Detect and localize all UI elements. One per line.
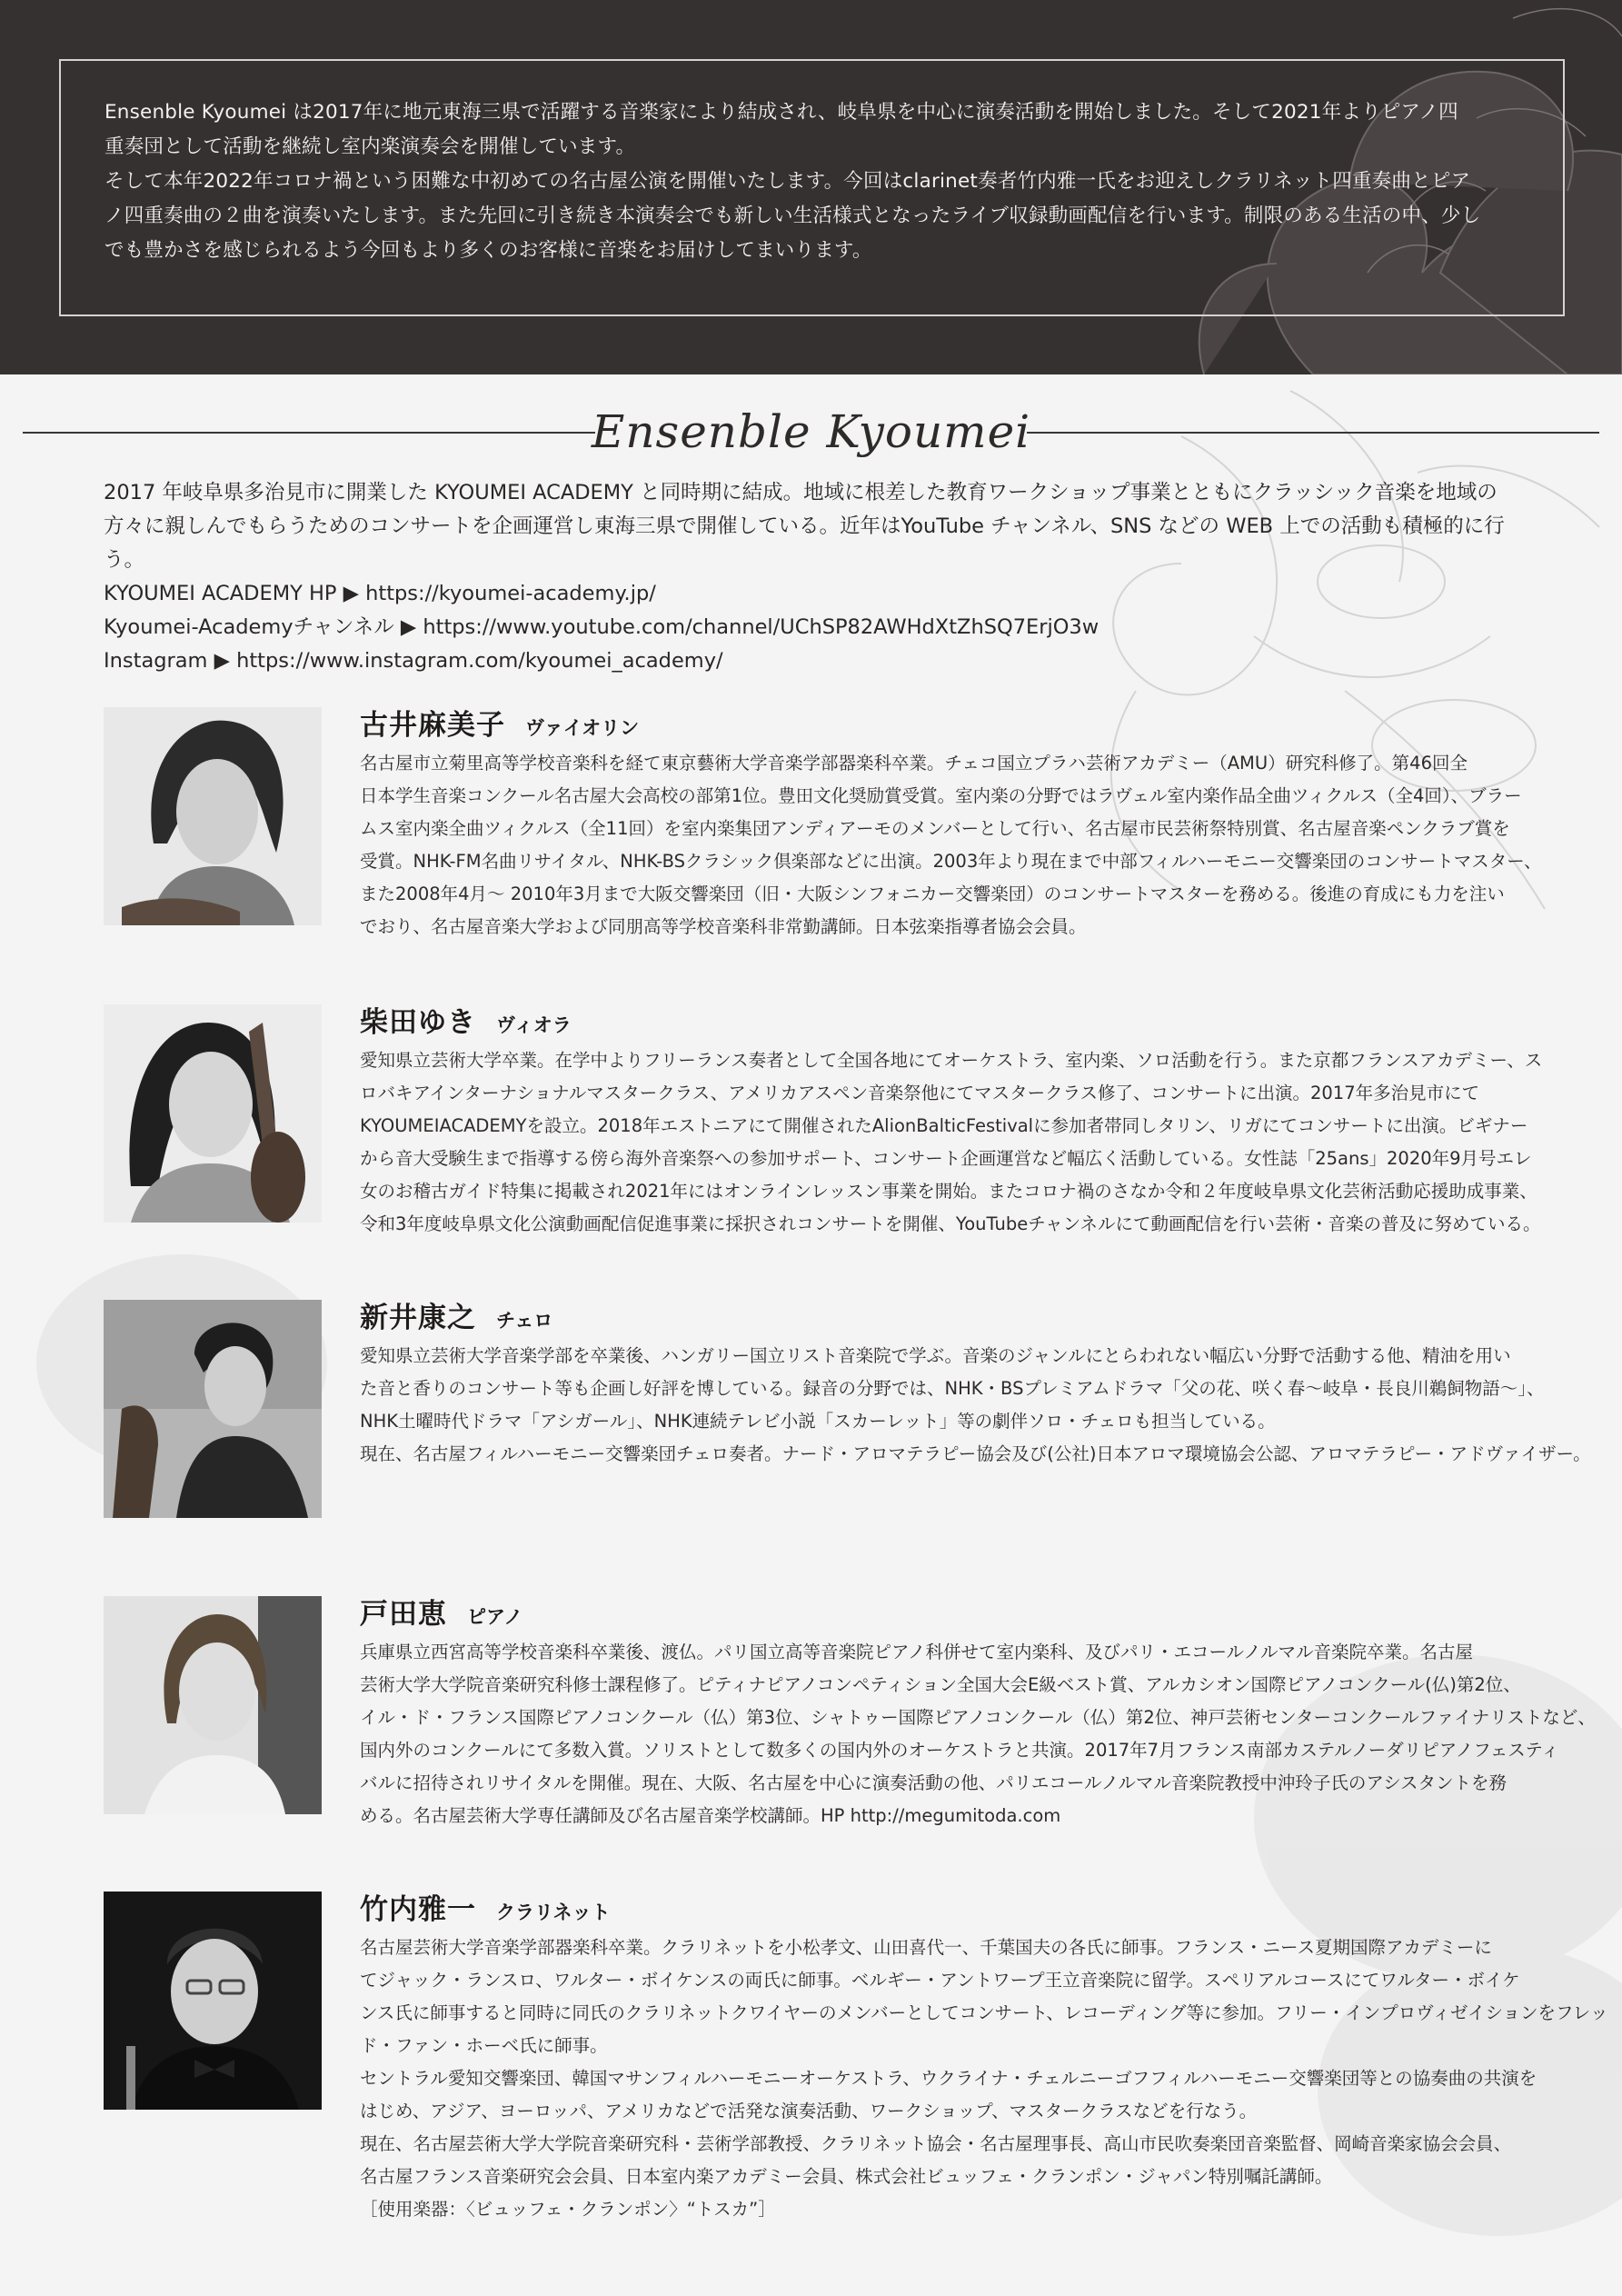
member-bio-line: 名古屋芸術大学音楽学部器楽科卒業。クラリネットを小松孝文、山田喜代一、千葉国夫の各氏に師事。フランス・ニース夏期国際アカデミーに	[360, 1937, 1492, 1958]
homepage-link[interactable]: KYOUMEI ACADEMY HP ▶ https://kyoumei-academy.jp/	[104, 582, 656, 605]
member-photo	[104, 1300, 322, 1518]
member-bio-line: KYOUMEIACADEMYを設立。2018年エストニアにて開催されたAlionBalticFestivalに参加者帯同しタリン、リガにてコンサートに出演。ビギナー	[360, 1115, 1528, 1136]
portrait-image	[104, 1300, 322, 1518]
member-bio-line: た音と香りのコンサート等も企画し好評を博している。録音の分野では、NHK・BSプレミアムドラマ「父の花、咲く春～岐阜・長良川鵜飼物語～」、	[360, 1378, 1545, 1399]
member-bio-line: てジャック・ランスロ、ワルター・ボイケンスの両氏に師事。ベルギー・アントワープ王立音楽院に留学。スペリアルコースにてワルター・ボイケ	[360, 1970, 1520, 1991]
member-bio-line: 愛知県立芸術大学卒業。在学中よりフリーランス奏者として全国各地にてオーケストラ、室内楽、ソロ活動を行う。また京都フランスアカデミー、ス	[360, 1050, 1543, 1071]
intro-text-box	[59, 59, 1565, 316]
member-instrument: ヴィオラ	[496, 1014, 572, 1036]
member-bio-line: でおり、名古屋音楽大学および同朋高等学校音楽科非常勤講師。日本弦楽指導者協会会員。	[360, 916, 1087, 937]
member-instrument: チェロ	[496, 1310, 553, 1332]
member-bio-line: 日本学生音楽コンクール名古屋大会高校の部第1位。豊田文化奨励賞受賞。室内楽の分野ではラヴェル室内楽作品全曲ツィクルス（全4回）、ブラー	[360, 785, 1522, 806]
member-name: 竹内雅一	[360, 1893, 476, 1926]
member-bio-line: ムス室内楽全曲ツィクルス（全11回）を室内楽集団アンディアーモのメンバーとして行い、名古屋市民芸術祭特別賞、名古屋音楽ペンクラブ賞を	[360, 818, 1510, 839]
member-bio-line: める。名古屋芸術大学専任講師及び名古屋音楽学校講師。HP http://megumitoda.com	[360, 1805, 1061, 1826]
member-bio-line: 愛知県立芸術大学音楽学部を卒業後、ハンガリー国立リスト音楽院で学ぶ。音楽のジャンルにとらわれない幅広い分野で活動する他、精油を用い	[360, 1345, 1511, 1366]
intro-banner	[0, 0, 1622, 374]
member-bio-line: 芸術大学大学院音楽研究科修士課程修了。ピティナピアノコンペティション全国大会E級ベスト賞、アルカシオン国際ピアノコンクール(仏)第2位、	[360, 1674, 1521, 1695]
member-bio-line: 令和3年度岐阜県文化公演動画配信促進事業に採択されコンサートを開催、YouTubeチャンネルにて動画配信を行い芸術・音楽の普及に努めている。	[360, 1213, 1541, 1234]
member-bio-line: 現在、名古屋フィルハーモニー交響楽団チェロ奏者。ナード・アロマテラピー協会及び(公社)日本アロマ環境協会公認、アロマテラピー・アドヴァイザー。	[360, 1443, 1591, 1464]
member-bio-line: から音大受験生まで指導する傍ら海外音楽祭への参加サポート、コンサート企画運営など幅広く活動している。女性誌「25ans」2020年9月号エレ	[360, 1148, 1532, 1169]
member-photo	[104, 1004, 322, 1223]
ensemble-desc-line: 方々に親しんでもらうためのコンサートを企画運営し東海三県で開催している。近年はYouTube チャンネル、SNS などの WEB 上での活動も積極的に行う。	[104, 514, 1505, 572]
member-name: 戸田恵	[360, 1598, 447, 1631]
portrait-image	[104, 1004, 322, 1223]
member-instrument: ヴァイオリン	[525, 717, 640, 739]
member-bio-line: 名古屋フランス音楽研究会会員、日本室内楽アカデミー会員、株式会社ビュッフェ・クランポン・ジャパン特別嘱託講師。	[360, 2166, 1333, 2187]
portrait-image	[104, 1596, 322, 1814]
intro-line: でも豊かさを感じられるよう今回もより多くのお客様に音楽をお届けしてまいります。	[104, 239, 872, 262]
portrait-image	[104, 1892, 322, 2110]
ensemble-description	[104, 476, 1521, 678]
instagram-link[interactable]: Instagram ▶ https://www.instagram.com/kyoumei_academy/	[104, 649, 723, 673]
member-name: 柴田ゆき	[360, 1006, 476, 1039]
intro-line: 重奏団として活動を継続し室内楽演奏会を開催しています。	[104, 135, 636, 158]
member-bio-line: バルに招待されリサイタルを開催。現在、大阪、名古屋を中心に演奏活動の他、パリエコールノルマル音楽院教授中沖玲子氏のアシスタントを務	[360, 1772, 1508, 1793]
member-bio-line: 兵庫県立西宮高等学校音楽科卒業後、渡仏。パリ国立高等音楽院ピアノ科併せて室内楽科、及びパリ・エコールノルマル音楽院卒業。名古屋	[360, 1642, 1473, 1662]
member-bio-line: はじめ、アジア、ヨーロッパ、アメリカなどで活発な演奏活動、ワークショップ、マスタークラスなどを行なう。	[360, 2101, 1258, 2121]
intro-line: ノ四重奏曲の２曲を演奏いたします。また先回に引き続き本演奏会でも新しい生活様式となったライブ収録動画配信を行います。制限のある生活の中、少し	[104, 205, 1481, 227]
member-bio-line: ［使用楽器：〈ビュッフェ・クランポン〉“トスカ”］	[360, 2199, 776, 2220]
member-name: 新井康之	[360, 1302, 476, 1334]
member-bio-line: ド・ファン・ホーベ氏に師事。	[360, 2035, 608, 2056]
member-bio-line: 国内外のコンクールにて多数入賞。ソリストとして数多くの国内外のオーケストラと共演。2017年7月フランス南部カステルノーダリピアノフェスティ	[360, 1740, 1559, 1761]
member-bio-line: 名古屋市立菊里高等学校音楽科を経て東京藝術大学音楽学部器楽科卒業。チェコ国立プラハ芸術アカデミー（AMU）研究科修了。第46回全	[360, 753, 1468, 774]
ensemble-desc-line: 2017 年岐阜県多治見市に開業した KYOUMEI ACADEMY と同時期に結成。地域に根差した教育ワークショップ事業とともにクラッシック音楽を地域の	[104, 481, 1498, 504]
member-bio-line: イル・ド・フランス国際ピアノコンクール（仏）第3位、シャトゥー国際ピアノコンクール（仏）第2位、神戸芸術センターコンクールファイナリストなど、	[360, 1707, 1596, 1728]
ensemble-title: Ensenble Kyoumei	[591, 405, 1031, 458]
intro-line: Ensenble Kyoumei は2017年に地元東海三県で活躍する音楽家により結成され、岐阜県を中心に演奏活動を開始しました。そして2021年よりピアノ四	[104, 101, 1458, 124]
member-photo	[104, 1596, 322, 1814]
intro-line: そして本年2022年コロナ禍という困難な中初めての名古屋公演を開催いたします。今回はclarinet奏者竹内雅一氏をお迎えしクラリネット四重奏曲とピア	[104, 170, 1471, 193]
ensemble-heading	[23, 400, 1599, 464]
member-bio-line: ロバキアインターナショナルマスタークラス、アメリカアスペン音楽祭他にてマスタークラス修了、コンサートに出演。2017年多治見市にて	[360, 1083, 1480, 1103]
member-bio-line: 女のお稽古ガイド特集に掲載され2021年にはオンラインレッスン事業を開始。またコロナ禍のさなか令和２年度岐阜県文化芸術活動応援助成事業、	[360, 1181, 1537, 1202]
member-bio-line: 現在、名古屋芸術大学大学院音楽研究科・芸術学部教授、クラリネット協会・名古屋理事長、高山市民吹奏楽団音楽監督、岡崎音楽家協会会員、	[360, 2133, 1512, 2154]
member-photo	[104, 707, 322, 925]
member-instrument: クラリネット	[496, 1902, 611, 1923]
member-bio-line: 受賞。NHK-FM名曲リサイタル、NHK-BSクラシック倶楽部などに出演。2003年より現在まで中部フィルハーモニー交響楽団のコンサートマスター、	[360, 851, 1542, 872]
portrait-image	[104, 707, 322, 925]
member-instrument: ピアノ	[467, 1606, 523, 1628]
member-bio-line: また2008年4月～ 2010年3月まで大阪交響楽団（旧・大阪シンフォニカー交響楽団）のコンサートマスターを務める。後進の育成にも力を注い	[360, 883, 1505, 904]
member-name: 古井麻美子	[360, 709, 505, 742]
member-bio-line: ンス氏に師事すると同時に同氏のクラリネットクワイヤーのメンバーとしてコンサート、レコーディング等に参加。フリー・インプロヴィゼイションをフレッ	[360, 2002, 1608, 2023]
member-bio-line: セントラル愛知交響楽団、韓国マサンフィルハーモニーオーケストラ、ウクライナ・チェルニーゴフフィルハーモニー交響楽団等との協奏曲の共演を	[360, 2068, 1537, 2089]
member-photo	[104, 1892, 322, 2110]
youtube-link[interactable]: Kyoumei-Academyチャンネル ▶ https://www.youtube.com/channel/UChSP82AWHdXtZhSQ7ErjO3w	[104, 615, 1100, 639]
member-bio-line: NHK土曜時代ドラマ「アシガール」、NHK連続テレビ小説「スカーレット」等の劇伴ソロ・チェロも担当している。	[360, 1411, 1276, 1432]
